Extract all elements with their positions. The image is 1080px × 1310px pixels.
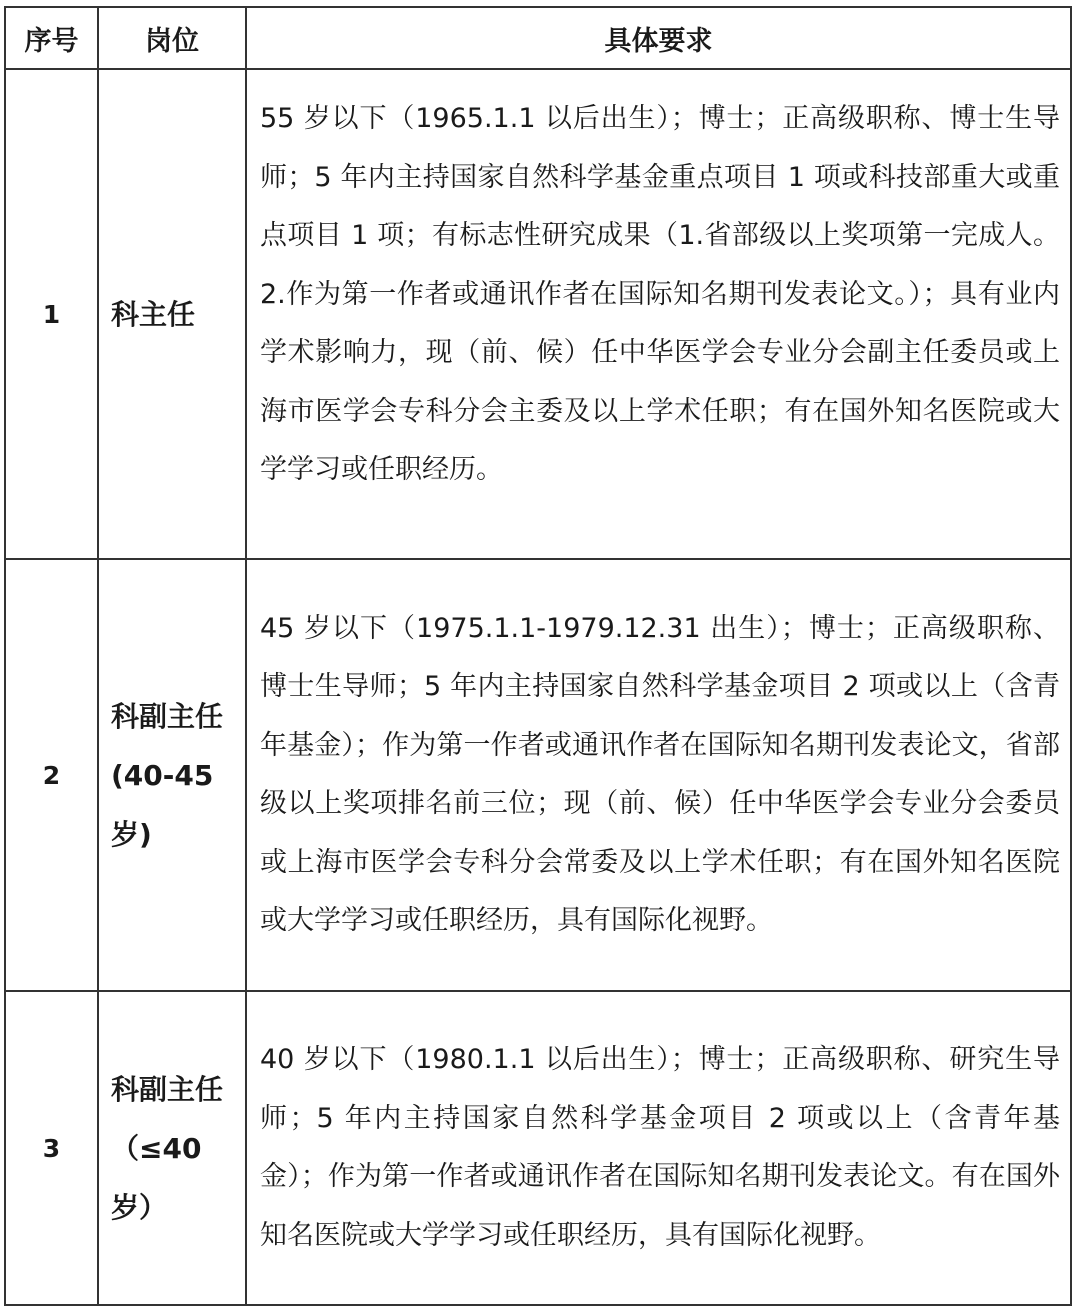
header-position: 岗位 — [98, 7, 246, 69]
position-line: 科副主任 — [111, 1072, 224, 1106]
position-line: 科主任 — [111, 297, 196, 331]
table-row — [5, 991, 1071, 1305]
table-row — [5, 69, 1071, 559]
header-no: 序号 — [5, 7, 98, 69]
row-no: 2 — [5, 559, 98, 991]
row-position — [98, 991, 246, 1305]
row-no: 3 — [5, 991, 98, 1305]
row-no: 1 — [5, 69, 98, 559]
position-line: (40-45 — [111, 758, 214, 792]
row-position — [98, 69, 246, 559]
requirements-table — [4, 6, 1072, 1306]
row-requirements — [246, 69, 1071, 559]
row-requirements — [246, 559, 1071, 991]
requirements-text: 45 岁以下（1975.1.1-1979.12.31 出生）；博士；正高级职称、博士生导师；5 年内主持国家自然科学基金项目 2 项或以上（含青年基金）；作为第一作者或通讯作者在国际知名期刊发表论文，省部级以上奖项排名前三位；现（前、候）任中华医学会专业分会委员或上海市医学会专科分会常委及以上学术任职；有在国外知名医院或大学学习或任职经历，具有国际化视野。 — [260, 612, 1060, 936]
header-requirements: 具体要求 — [246, 7, 1071, 69]
position-line: 科副主任 — [111, 699, 224, 733]
position-line: 岁) — [111, 817, 152, 851]
table-row — [5, 559, 1071, 991]
table-header-row — [5, 7, 1071, 69]
row-requirements — [246, 991, 1071, 1305]
requirements-text: 40 岁以下（1980.1.1 以后出生）；博士；正高级职称、研究生导师；5 年内主持国家自然科学基金项目 2 项或以上（含青年基金）；作为第一作者或通讯作者在国际知名期刊发表论文。有在国外知名医院或大学学习或任职经历，具有国际化视野。 — [260, 1044, 1060, 1251]
position-line: 岁） — [111, 1190, 168, 1224]
requirements-text: 55 岁以下（1965.1.1 以后出生）；博士；正高级职称、博士生导师；5 年内主持国家自然科学基金重点项目 1 项或科技部重大或重点项目 1 项；有标志性研究成果（1.省部级以上奖项第一完成人。2.作为第一作者或通讯作者在国际知名期刊发表论文。）；具有业内学术影响力，现（前、候）任中华医学会专业分会副主任委员或上海市医学会专科分会主委及以上学术任职；有在国外知名医院或大学学习或任职经历。 — [260, 103, 1060, 486]
position-line: （≤40 — [111, 1131, 202, 1165]
row-position — [98, 559, 246, 991]
